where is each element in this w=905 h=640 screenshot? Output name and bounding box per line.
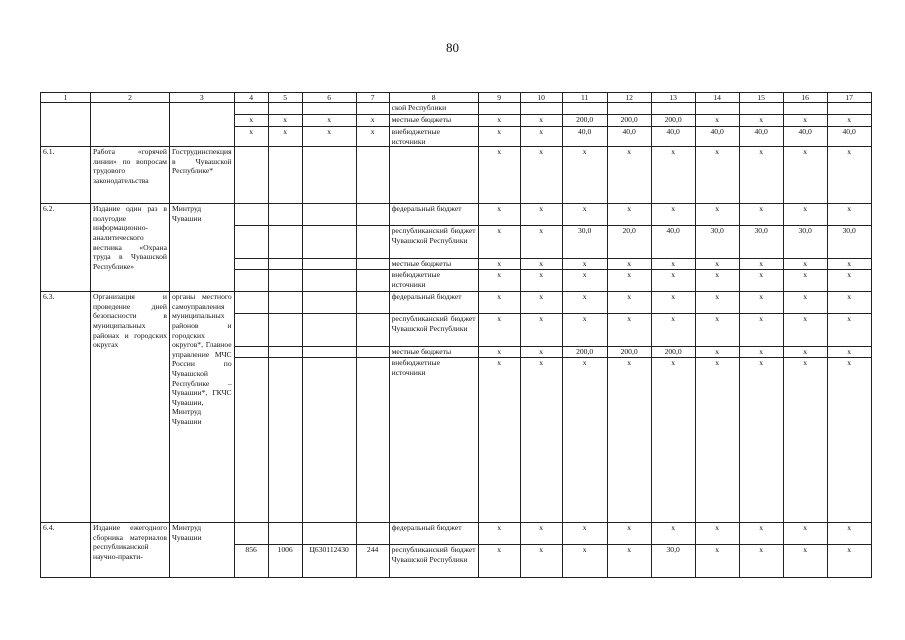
cell-empty [302,259,356,270]
measures-table [40,92,872,578]
value-cell: х [827,147,871,204]
value-cell: х [520,347,562,358]
value-cell: х [356,115,389,127]
cell-empty [234,226,268,259]
value-cell: 20,0 [607,226,651,259]
value-cell: 200,0 [607,115,651,127]
table-row [41,204,872,226]
cell-empty [356,226,389,259]
cell-empty [356,523,389,545]
value-cell: х [562,270,607,292]
cell-empty [302,226,356,259]
value-cell: 200,0 [562,347,607,358]
value-cell: х [739,259,783,270]
value-cell: х [478,127,520,147]
cell-empty [302,314,356,347]
page-number: 80 [446,40,459,55]
cell-empty [234,204,268,226]
value-cell: х [695,270,739,292]
value-cell: 200,0 [651,347,695,358]
value-cell: х [562,358,607,523]
value-cell: 200,0 [562,115,607,127]
value-cell: х [478,314,520,347]
value-cell: х [783,147,827,204]
cell-empty [268,292,302,314]
value-cell: х [783,545,827,578]
value-cell: х [478,226,520,259]
value-cell: х [520,115,562,127]
value-cell: х [783,358,827,523]
cell-empty [356,358,389,523]
header-cell: 9 [478,93,520,103]
cell-empty [356,347,389,358]
cell-empty [41,103,91,147]
value-cell: х [268,115,302,127]
value-cell: х [739,523,783,545]
item-name: Работа «горячей линии» по вопросам трудового законодательства [91,147,170,204]
source-cell: местные бюджеты [389,115,478,127]
value-cell: х [651,523,695,545]
value-cell: х [695,147,739,204]
cell-empty [478,103,520,115]
value-cell: х [356,127,389,147]
value-cell: х [827,292,871,314]
value-cell: 200,0 [607,347,651,358]
value-cell: х [234,127,268,147]
header-cell: 2 [91,93,170,103]
value-cell: х [520,259,562,270]
cell-empty [302,523,356,545]
cell-empty [356,314,389,347]
header-cell: 10 [520,93,562,103]
value-cell: х [607,204,651,226]
cell-empty [268,314,302,347]
value-cell: х [827,523,871,545]
header-cell: 14 [695,93,739,103]
source-cell: республиканский бюджет Чувашской Республики [389,314,478,347]
cell-empty [302,292,356,314]
value-cell: х [520,226,562,259]
value-cell: х [478,204,520,226]
value-cell: х [520,147,562,204]
header-cell: 4 [234,93,268,103]
value-cell: х [739,545,783,578]
value-cell: х [695,259,739,270]
item-executor: Минтруд Чувашии [170,204,235,292]
value-cell: 40,0 [562,127,607,147]
value-cell: х [783,347,827,358]
source-cell: внебюджетные источники [389,270,478,292]
cell-empty [302,204,356,226]
value-cell: х [607,358,651,523]
value-cell: х [651,204,695,226]
value-cell: х [827,545,871,578]
value-cell: х [739,358,783,523]
cell-empty [268,270,302,292]
value-cell: х [520,545,562,578]
value-cell: х [651,147,695,204]
value-cell: х [520,314,562,347]
value-cell: х [478,270,520,292]
table-row [41,147,872,204]
value-cell: х [739,270,783,292]
value-cell: 30,0 [783,226,827,259]
value-cell: 40,0 [739,127,783,147]
value-cell: х [783,204,827,226]
value-cell: х [607,314,651,347]
value-cell: х [302,115,356,127]
value-cell: х [827,115,871,127]
header-cell: 5 [268,93,302,103]
cell-empty [356,147,389,204]
source-cell: местные бюджеты [389,259,478,270]
source-cell: республиканский бюджет Чувашской Республики [389,226,478,259]
source-cell: местные бюджеты [389,347,478,358]
value-cell: 40,0 [651,226,695,259]
header-cell: 8 [389,93,478,103]
cell-empty [389,147,478,204]
code-cell: 1006 [268,545,302,578]
value-cell: х [651,314,695,347]
cell-empty [356,292,389,314]
value-cell: х [739,204,783,226]
value-cell: х [607,147,651,204]
header-cell: 11 [562,93,607,103]
item-executor: органы местного самоуправления муниципальных районов и городских округов*, Главное управление МЧС России по Чувашской Республике – Чувашии*, ГКЧС Чувашии, Минтруд Чувашии [170,292,235,523]
cell-empty [302,358,356,523]
cell-empty [302,103,356,115]
value-cell: х [520,270,562,292]
value-cell: х [783,115,827,127]
value-cell: х [739,115,783,127]
value-cell: х [478,147,520,204]
cell-empty [91,103,170,147]
cell-empty [268,103,302,115]
value-cell: х [827,270,871,292]
table-row [41,523,872,545]
value-cell: х [695,523,739,545]
cell-empty [234,347,268,358]
cell-empty [356,270,389,292]
cell-empty [302,147,356,204]
cell-empty [268,147,302,204]
value-cell: 30,0 [695,226,739,259]
value-cell: х [651,292,695,314]
value-cell: х [827,204,871,226]
value-cell: х [520,127,562,147]
value-cell: х [695,358,739,523]
header-cell: 17 [827,93,871,103]
cell-empty [170,103,235,147]
value-cell: х [695,115,739,127]
cell-empty [356,259,389,270]
value-cell: 40,0 [651,127,695,147]
value-cell: х [302,127,356,147]
value-cell: х [783,523,827,545]
value-cell: х [562,204,607,226]
cell-empty [520,103,562,115]
cell-empty [739,103,783,115]
table-row [41,103,872,115]
source-cell: республиканский бюджет Чувашской Республики [389,545,478,578]
value-cell: х [827,314,871,347]
header-cell: 16 [783,93,827,103]
value-cell: х [478,115,520,127]
cell-empty [302,347,356,358]
cell-empty [302,270,356,292]
header-row [41,93,872,103]
table-row [41,292,872,314]
value-cell: х [695,292,739,314]
cell-empty [234,523,268,545]
value-cell: х [651,270,695,292]
value-cell: х [739,347,783,358]
cell-empty [268,226,302,259]
value-cell: х [562,545,607,578]
value-cell: х [739,292,783,314]
cell-empty [234,259,268,270]
value-cell: х [827,358,871,523]
value-cell: 40,0 [695,127,739,147]
value-cell: х [478,545,520,578]
header-cell: 15 [739,93,783,103]
cell-empty [651,103,695,115]
code-cell: 856 [234,545,268,578]
value-cell: х [607,270,651,292]
value-cell: х [695,347,739,358]
item-name: Издание один раз в полугодие информационно-аналитического вестника «Охрана труда в Чувашской Республике» [91,204,170,292]
value-cell: х [651,259,695,270]
header-cell: 12 [607,93,651,103]
header-cell: 6 [302,93,356,103]
value-cell: х [520,204,562,226]
value-cell: х [478,347,520,358]
value-cell: 30,0 [562,226,607,259]
item-number: 6.1. [41,147,91,204]
value-cell: 40,0 [827,127,871,147]
value-cell: х [827,259,871,270]
value-cell: х [651,358,695,523]
cell-empty [607,103,651,115]
value-cell: 30,0 [739,226,783,259]
value-cell: х [695,545,739,578]
header-cell: 3 [170,93,235,103]
value-cell: х [520,292,562,314]
value-cell: х [783,270,827,292]
value-cell: х [739,314,783,347]
value-cell: х [520,358,562,523]
cell-empty [356,103,389,115]
value-cell: х [783,259,827,270]
value-cell: 200,0 [651,115,695,127]
value-cell: х [827,347,871,358]
cell-empty [234,314,268,347]
cell-empty [234,147,268,204]
cell-empty [562,103,607,115]
value-cell: х [562,523,607,545]
value-cell: 30,0 [827,226,871,259]
value-cell: 40,0 [607,127,651,147]
item-executor: Гострудинспекция в Чувашской Республике* [170,147,235,204]
value-cell: х [562,314,607,347]
cell-empty [234,292,268,314]
value-cell: х [478,259,520,270]
cell-empty [356,204,389,226]
code-cell: Ц630112430 [302,545,356,578]
header-cell: 7 [356,93,389,103]
source-cell: ской Республики [389,103,478,115]
item-executor: Минтруд Чувашии [170,523,235,578]
source-cell: федеральный бюджет [389,204,478,226]
value-cell: х [520,523,562,545]
value-cell: х [695,314,739,347]
cell-empty [827,103,871,115]
value-cell: 40,0 [783,127,827,147]
value-cell: х [783,314,827,347]
value-cell: х [695,204,739,226]
item-name: Издание ежегодного сборника материалов республиканской научно-практи- [91,523,170,578]
cell-empty [268,523,302,545]
value-cell: х [478,358,520,523]
value-cell: х [607,523,651,545]
value-cell: х [562,147,607,204]
source-cell: федеральный бюджет [389,523,478,545]
item-number: 6.2. [41,204,91,292]
source-cell: внебюджетные источники [389,358,478,523]
cell-empty [268,204,302,226]
cell-empty [234,270,268,292]
cell-empty [268,347,302,358]
value-cell: х [478,523,520,545]
item-number: 6.3. [41,292,91,523]
value-cell: х [607,292,651,314]
value-cell: х [607,545,651,578]
value-cell: х [607,259,651,270]
source-cell: внебюджетные источники [389,127,478,147]
cell-empty [783,103,827,115]
cell-empty [268,259,302,270]
value-cell: х [739,147,783,204]
value-cell: 30,0 [651,545,695,578]
value-cell: х [234,115,268,127]
item-number: 6.4. [41,523,91,578]
cell-empty [234,358,268,523]
value-cell: х [268,127,302,147]
header-cell: 1 [41,93,91,103]
cell-empty [234,103,268,115]
code-cell: 244 [356,545,389,578]
header-cell: 13 [651,93,695,103]
value-cell: х [783,292,827,314]
value-cell: х [478,292,520,314]
cell-empty [268,358,302,523]
cell-empty [695,103,739,115]
value-cell: х [562,259,607,270]
item-name: Организация и проведение дней безопасности в муниципальных районах и городских округах [91,292,170,523]
source-cell: федеральный бюджет [389,292,478,314]
value-cell: х [562,292,607,314]
